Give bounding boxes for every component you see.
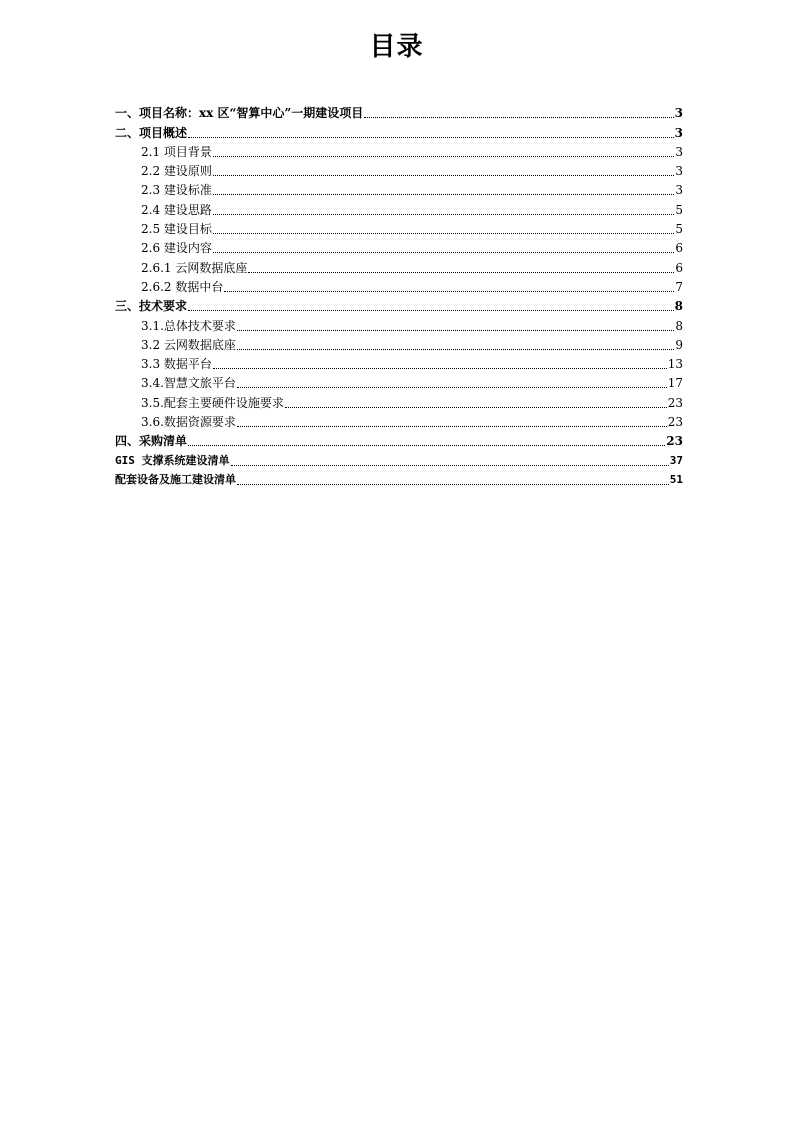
toc-dot-leader	[237, 330, 674, 331]
toc-entry-label: 2.5 建设目标	[141, 222, 212, 237]
toc-page-number: 3	[675, 144, 683, 159]
toc-page-number: 8	[674, 299, 683, 314]
toc-page-number: 3	[674, 106, 683, 121]
toc-entry[interactable]	[115, 121, 683, 140]
toc-page-number: 5	[675, 222, 683, 237]
toc-entry-label: 一、项目名称：xx 区“智算中心”一期建设项目	[115, 106, 364, 121]
toc-dot-leader	[237, 349, 674, 350]
toc-entry-label: 四、采购清单	[115, 434, 188, 449]
toc-entry-label: 2.3 建设标准	[141, 183, 212, 198]
toc-entry-label: 配套设备及施工建设清单	[115, 472, 236, 486]
toc-entry-label: 2.2 建设原则	[141, 164, 212, 179]
toc-dot-leader	[248, 272, 674, 273]
toc-entry[interactable]	[115, 314, 683, 333]
toc-entry-label: 2.4 建设思路	[141, 202, 212, 217]
page-title: 目录	[369, 32, 424, 62]
toc-page-number: 3	[675, 164, 683, 179]
toc-page-number: 37	[669, 453, 683, 467]
toc-entry[interactable]	[115, 391, 683, 410]
toc-entry-label: 3.4.智慧文旅平台	[141, 376, 236, 391]
toc-entry[interactable]	[115, 256, 683, 275]
toc-page-number: 23	[666, 434, 683, 449]
toc-entry-label: 2.6 建设内容	[141, 241, 212, 256]
toc-page-number: 3	[674, 125, 683, 140]
toc-page-number: 3	[675, 183, 683, 198]
toc-entry-label: 2.6.1 云网数据底座	[141, 260, 248, 275]
toc-dot-leader	[213, 252, 674, 253]
toc-dot-leader	[237, 426, 667, 427]
toc-entry-label: 3.1.总体技术要求	[141, 318, 236, 333]
toc-dot-leader	[364, 117, 673, 118]
toc-dot-leader	[237, 387, 667, 388]
toc-dot-leader	[213, 368, 667, 369]
toc-dot-leader	[213, 156, 674, 157]
toc-page-number: 17	[667, 376, 683, 391]
toc-dot-leader	[213, 233, 674, 234]
toc-entry-label: 三、技术要求	[115, 299, 188, 314]
toc-page-number: 5	[675, 202, 683, 217]
toc-entry[interactable]	[115, 469, 683, 488]
toc-dot-leader	[188, 310, 674, 311]
toc-dot-leader	[213, 175, 674, 176]
toc-entry-label: 3.2 云网数据底座	[141, 337, 236, 352]
toc-page-number: 6	[675, 241, 683, 256]
toc-entry-label: 3.6.数据资源要求	[141, 415, 236, 430]
toc-page-number: 6	[675, 260, 683, 275]
toc-entry[interactable]	[115, 102, 683, 121]
toc-entry-label: 2.6.2 数据中台	[141, 279, 224, 294]
toc-entry-label: 3.5.配套主要硬件设施要求	[141, 395, 284, 410]
toc-dot-leader	[237, 484, 669, 485]
toc-page-number: 51	[669, 472, 683, 486]
toc-dot-leader	[188, 445, 665, 446]
toc-page-number: 23	[667, 395, 683, 410]
toc-entry[interactable]	[115, 411, 683, 430]
toc-entry-label: 2.1 项目背景	[141, 144, 212, 159]
toc-dot-leader	[213, 194, 674, 195]
toc-page-number: 23	[667, 415, 683, 430]
toc-page-number: 9	[675, 337, 683, 352]
table-of-contents	[115, 102, 683, 488]
toc-entry[interactable]	[115, 218, 683, 237]
toc-page-number: 13	[667, 357, 683, 372]
toc-entry[interactable]	[115, 334, 683, 353]
toc-entry[interactable]	[115, 449, 683, 468]
toc-entry[interactable]	[115, 141, 683, 160]
toc-page-number: 7	[675, 279, 683, 294]
toc-entry[interactable]	[115, 179, 683, 198]
toc-entry[interactable]	[115, 353, 683, 372]
toc-entry[interactable]	[115, 160, 683, 179]
toc-dot-leader	[285, 407, 667, 408]
toc-entry-label: 二、项目概述	[115, 125, 188, 140]
toc-entry[interactable]	[115, 237, 683, 256]
toc-entry[interactable]	[115, 430, 683, 449]
toc-entry-label: 3.3 数据平台	[141, 357, 212, 372]
toc-dot-leader	[188, 137, 674, 138]
toc-entry[interactable]	[115, 276, 683, 295]
toc-entry[interactable]	[115, 372, 683, 391]
toc-entry[interactable]	[115, 198, 683, 217]
toc-dot-leader	[224, 291, 674, 292]
toc-dot-leader	[213, 214, 674, 215]
toc-entry[interactable]	[115, 295, 683, 314]
toc-dot-leader	[231, 465, 669, 466]
toc-entry-label: GIS 支撑系统建设清单	[115, 453, 230, 467]
toc-page-number: 8	[675, 318, 683, 333]
